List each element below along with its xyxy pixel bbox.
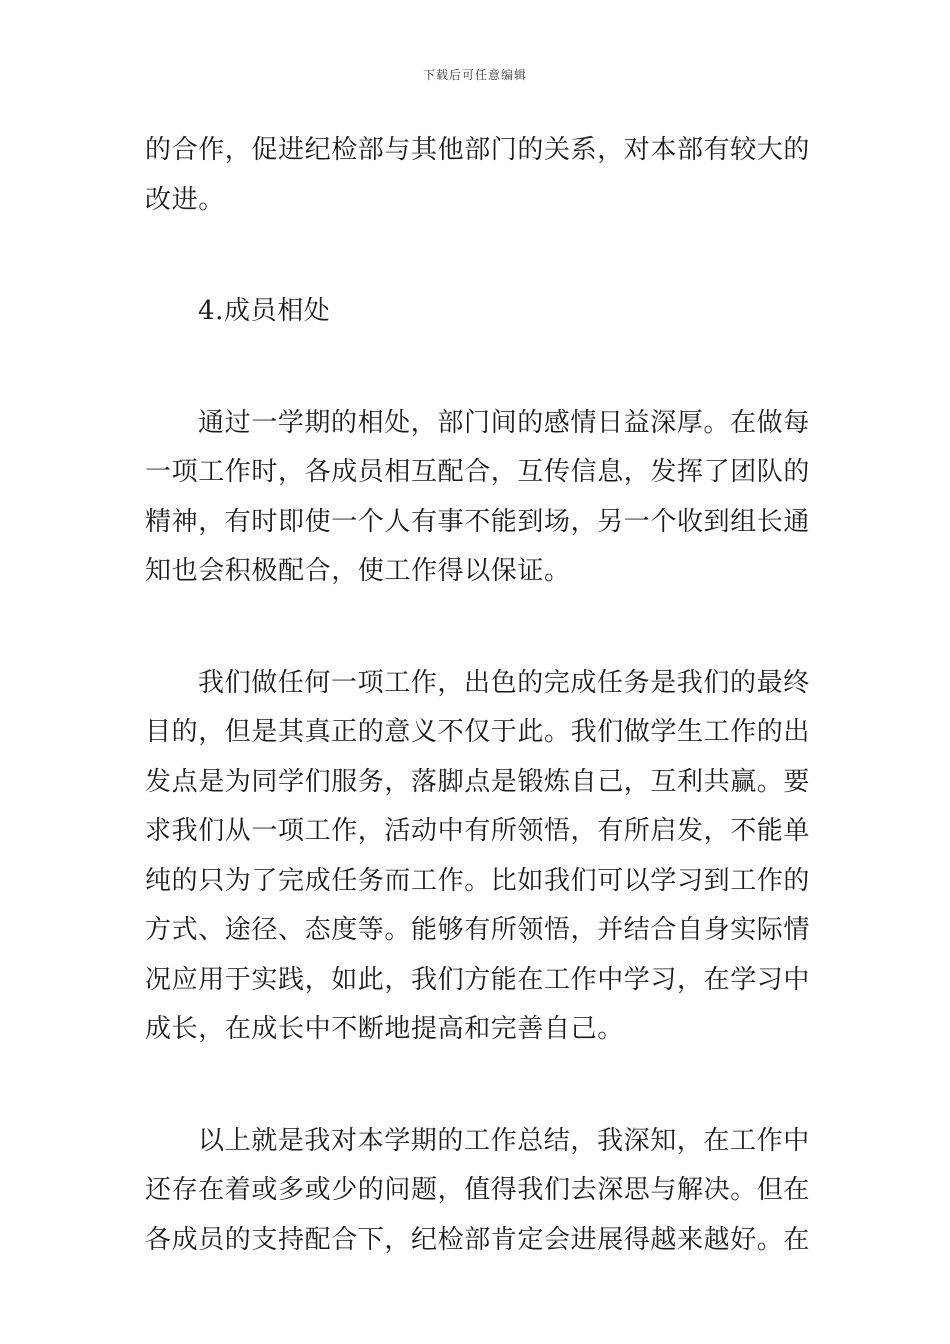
paragraph-work-meaning xyxy=(145,659,810,1055)
paragraph-line: 精神，有时即使一个人有事不能到场，另一个收到组长通 xyxy=(145,506,811,537)
paragraph-line: 知也会积极配合，使工作得以保证。 xyxy=(145,556,571,586)
paragraph-line: 发点是为同学们服务，落脚点是锻炼自己，互利共赢。要 xyxy=(145,766,811,797)
paragraph-summary xyxy=(145,1117,810,1266)
paragraph-line: 求我们从一项工作，活动中有所领悟，有所启发，不能单 xyxy=(145,816,811,846)
paragraph-line: 方式、途径、态度等。能够有所领悟，并结合自身实际情 xyxy=(145,915,811,945)
paragraph-spacer xyxy=(145,597,810,659)
document-body xyxy=(145,126,810,1265)
paragraph-line: 改进。 xyxy=(145,184,225,215)
paragraph-team-spirit xyxy=(145,399,810,597)
paragraph-line: 我们做任何一项工作，出色的完成任务是我们的最终 xyxy=(198,667,810,698)
paragraph-line: 的合作，促进纪检部与其他部门的关系，对本部有较大的 xyxy=(145,135,811,165)
paragraph-line: 以上就是我对本学期的工作总结，我深知，在工作中 xyxy=(198,1125,810,1156)
paragraph-line: 目的，但是其真正的意义不仅于此。我们做学生工作的出 xyxy=(145,717,811,747)
paragraph-cooperation xyxy=(145,126,810,225)
paragraph-spacer xyxy=(145,225,810,287)
section-heading: 4.成员相处 xyxy=(198,296,331,326)
paragraph-line: 一项工作时，各成员相互配合，互传信息，发挥了团队的 xyxy=(145,457,811,487)
paragraph-line: 各成员的支持配合下，纪检部肯定会进展得越来越好。在 xyxy=(145,1224,811,1255)
paragraph-line: 况应用于实践，如此，我们方能在工作中学习，在学习中 xyxy=(145,964,811,995)
paragraph-spacer xyxy=(145,337,810,399)
paragraph-line: 还存在着或多或少的问题，值得我们去深思与解决。但在 xyxy=(145,1175,811,1205)
paragraph-line: 纯的只为了完成任务而工作。比如我们可以学习到工作的 xyxy=(145,865,811,896)
paragraph-line: 成长，在成长中不断地提高和完善自己。 xyxy=(145,1014,624,1044)
download-editable-note: 下载后可任意编辑 xyxy=(422,68,527,82)
paragraph-spacer xyxy=(145,1055,810,1117)
paragraph-line: 通过一学期的相处，部门间的感情日益深厚。在做每 xyxy=(198,407,810,438)
